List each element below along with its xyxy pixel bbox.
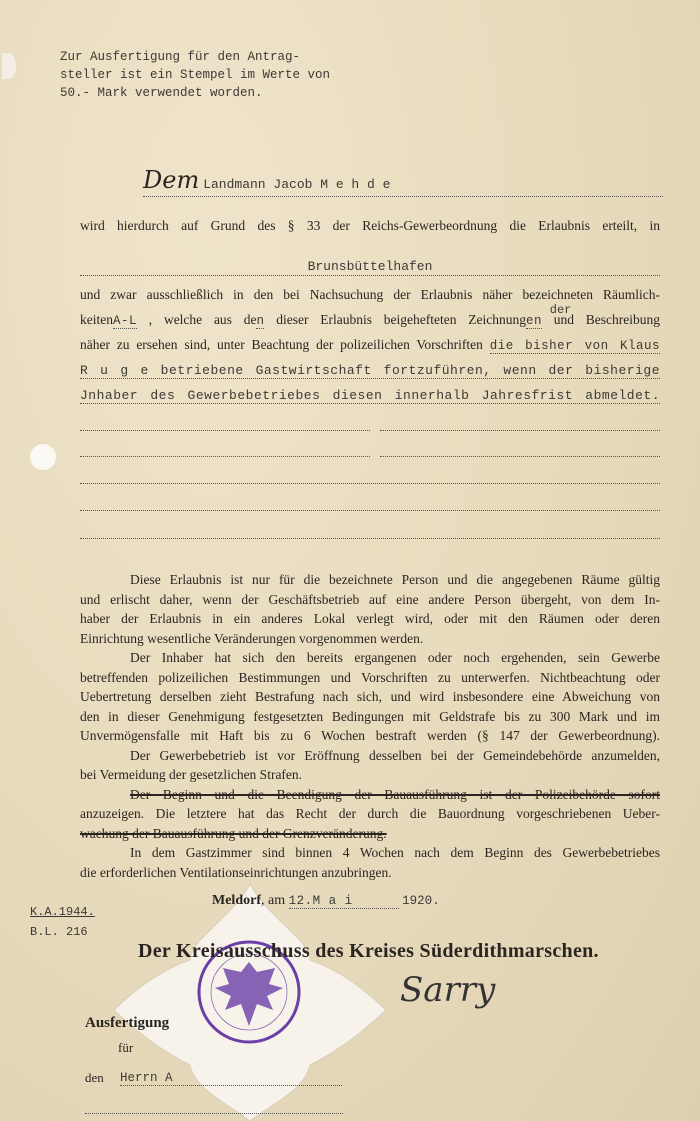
place-line	[80, 257, 660, 276]
place-name: Brunsbüttelhafen	[307, 259, 433, 274]
blank-line	[380, 456, 660, 457]
ausfertigung-label: Ausfertigung	[85, 1015, 170, 1031]
issuing-authority: Der Kreisausschuss des Kreises Süderdithmarschen.	[138, 940, 599, 962]
rooms-line: keitenA-L , welche aus den dieser Erlaubnis beigehefteten Zeichnungen der und Beschreibung	[80, 303, 661, 328]
intro-text: wird hierdurch auf Grund des § 33 der Reichs-Gewerbeordnung die Erlaubnis erteilt, in	[80, 218, 660, 233]
date-line: Meldorf, am 12.M a i 1920.	[212, 893, 440, 908]
blank-line	[80, 456, 370, 457]
fuer-label: für	[118, 1040, 134, 1055]
signature: Sarry	[400, 970, 496, 1010]
blank-line	[85, 1113, 343, 1114]
addressee-field: Herrn A	[120, 1071, 342, 1086]
blank-line	[80, 483, 660, 484]
blank-line	[80, 430, 370, 431]
recipient-name: Landmann Jacob M e h d e	[203, 177, 391, 192]
blank-line	[380, 430, 660, 431]
blank-line	[80, 538, 660, 539]
blank-line	[80, 510, 660, 511]
file-ref-bl: B.L. 216	[30, 925, 88, 939]
file-ref-ka: K.A.1944.	[30, 905, 95, 919]
punch-hole	[2, 53, 16, 79]
recipient-line: Dem Landmann Jacob M e h d e	[143, 166, 663, 197]
stamp-duty-note: Zur Ausfertigung für den Antrag- steller ist ein Stempel im Werte von 50.- Mark verwendet worden.	[60, 50, 331, 100]
den-label: den	[85, 1070, 104, 1085]
punch-hole	[30, 444, 56, 470]
